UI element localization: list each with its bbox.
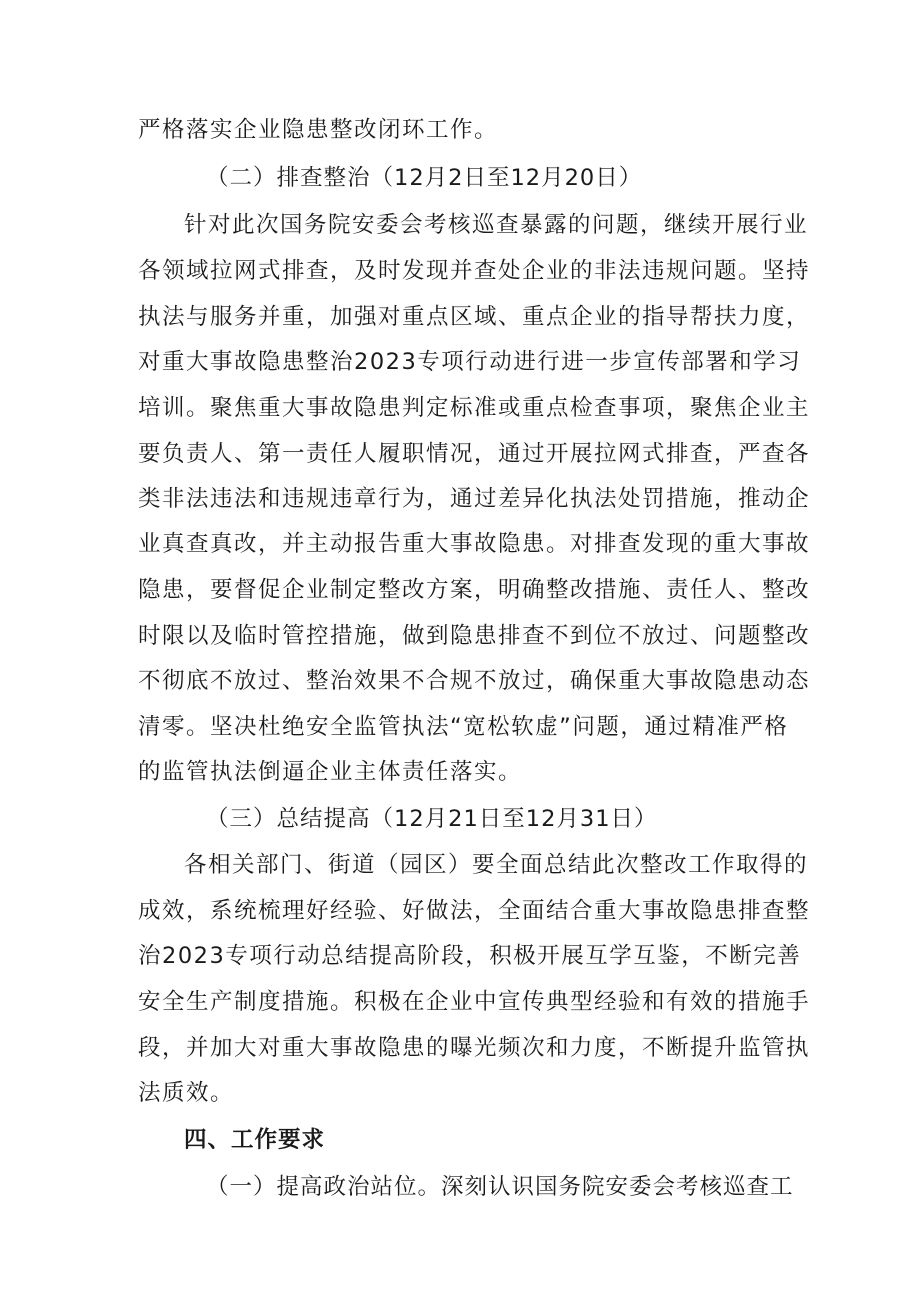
text-line: 类非法违法和违规违章行为，通过差异化执法处罚措施，推动企 xyxy=(138,486,811,512)
text-line: 成效，系统梳理好经验、好做法，全面结合重大事故隐患排查整 xyxy=(138,898,811,924)
text-line: 法质效。 xyxy=(138,1080,235,1106)
text-line: 各领域拉网式排查，及时发现并查处企业的非法违规问题。坚持 xyxy=(138,258,811,284)
paragraph-first-line: 针对此次国务院安委会考核巡查暴露的问题，继续开展行业 xyxy=(184,212,809,238)
section-subheading: （三）总结提高（12月21日至12月31日） xyxy=(206,806,658,832)
text-line: 培训。聚焦重大事故隐患判定标准或重点检查事项，聚焦企业主 xyxy=(138,395,811,421)
text-line: 执法与服务并重，加强对重点区域、重点企业的指导帮扶力度， xyxy=(138,304,811,330)
text-line: 段，并加大对重大事故隐患的曝光频次和力度，不断提升监管执 xyxy=(138,1035,811,1061)
text-line: 对重大事故隐患整治2023专项行动进行进一步宣传部署和学习 xyxy=(138,349,802,375)
text-line: 隐患，要督促企业制定整改方案，明确整改措施、责任人、整改 xyxy=(138,577,811,603)
text-line: 的监管执法倒逼企业主体责任落实。 xyxy=(138,759,523,785)
text-line: 时限以及临时管控措施，做到隐患排查不到位不放过、问题整改 xyxy=(138,623,811,649)
text-line: 清零。坚决杜绝安全监管执法“宽松软虚”问题，通过精准严格 xyxy=(138,714,789,740)
section-subheading: （二）排查整治（12月2日至12月20日） xyxy=(206,165,643,191)
paragraph-first-line: 各相关部门、街道（园区）要全面总结此次整改工作取得的 xyxy=(184,852,809,878)
text-line: 业真查真改，并主动报告重大事故隐患。对排查发现的重大事故 xyxy=(138,531,811,557)
text-line: 要负责人、第一责任人履职情况，通过开展拉网式排查，严查各 xyxy=(138,441,811,467)
text-line: 不彻底不放过、整治效果不合规不放过，确保重大事故隐患动态 xyxy=(138,668,811,694)
text-line: 安全生产制度措施。积极在企业中宣传典型经验和有效的措施手 xyxy=(138,989,811,1015)
section-heading: 四、工作要求 xyxy=(184,1127,326,1153)
section-subheading: （一）提高政治站位。深刻认识国务院安委会考核巡查工 xyxy=(206,1174,794,1200)
text-line: 严格落实企业隐患整改闭环工作。 xyxy=(138,117,499,143)
text-line: 治2023专项行动总结提高阶段，积极开展互学互鉴，不断完善 xyxy=(138,943,802,969)
